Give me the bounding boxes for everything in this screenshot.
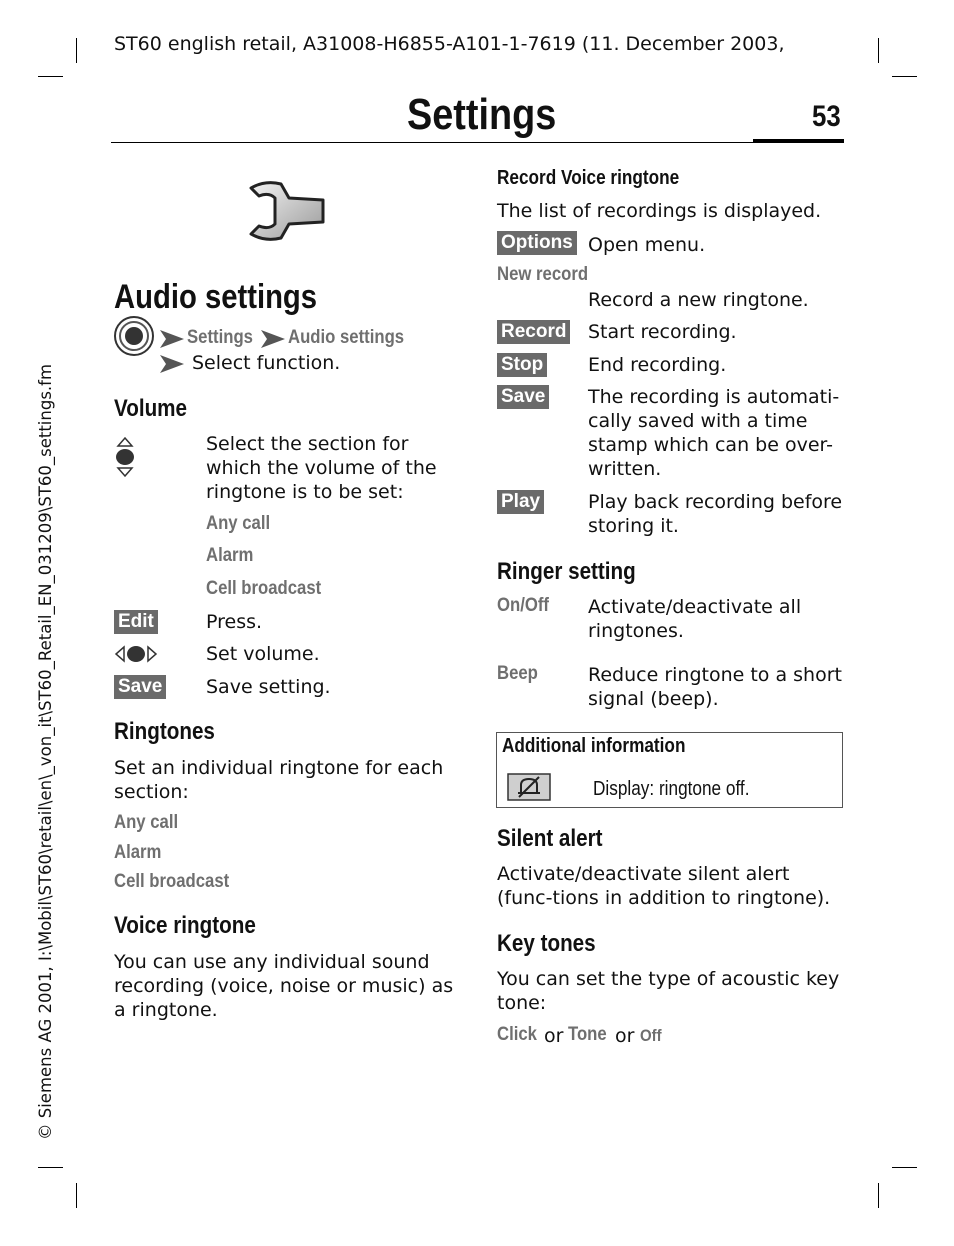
onoff-item: On/Off xyxy=(497,595,550,616)
silent-alert-heading: Silent alert xyxy=(497,825,603,852)
save-softkey: Save xyxy=(114,675,166,699)
record-description: Start recording. xyxy=(588,321,737,343)
nav-item-settings: Settings xyxy=(187,327,253,348)
ringer-heading: Ringer setting xyxy=(497,558,636,585)
play-softkey: Play xyxy=(497,490,544,514)
edit-description: Press. xyxy=(206,611,263,633)
additional-info-title: Additional information xyxy=(502,735,686,757)
beep-item: Beep xyxy=(497,663,538,684)
key-tones-description: You can set the type of acoustic key tone: xyxy=(497,968,840,1014)
options-softkey: Options xyxy=(497,231,577,255)
ringtones-option: Alarm xyxy=(114,842,162,863)
crop-mark xyxy=(892,1167,917,1168)
crop-mark xyxy=(76,1183,77,1208)
doc-info: ST60 english retail, A31008-H6855-A101-1-7619 (11. December 2003, xyxy=(114,33,785,55)
off-option: Off xyxy=(640,1026,662,1045)
ringtones-heading: Ringtones xyxy=(114,718,215,745)
new-record-description: Record a new ringtone. xyxy=(588,289,809,311)
onoff-description: Activate/deactivate all ringtones. xyxy=(588,596,802,642)
click-option: Click xyxy=(497,1024,537,1045)
or-text: or xyxy=(615,1025,635,1047)
arrow-icon xyxy=(160,355,184,377)
edit-softkey: Edit xyxy=(114,610,158,634)
voice-ringtone-description: You can use any individual sound recording (voice, noise or music) as a ringtone. xyxy=(114,951,454,1021)
or-text: or xyxy=(544,1025,564,1047)
beep-description: Reduce ringtone to a short signal (beep). xyxy=(588,664,842,710)
side-note: © Siemens AG 2001, I:\Mobil\ST60\retail\en\_von_it\ST60_Retail_EN_031209\ST60_settings.fm xyxy=(36,363,55,1140)
ringtones-description: Set an individual ringtone for each section: xyxy=(114,757,444,803)
voice-ringtone-heading: Voice ringtone xyxy=(114,912,256,939)
volume-heading: Volume xyxy=(114,395,188,422)
options-description: Open menu. xyxy=(588,234,706,256)
record-softkey: Record xyxy=(497,320,570,344)
silent-alert-description: Activate/deactivate silent alert (func-tions in addition to ringtone). xyxy=(497,863,831,909)
page-title: Settings xyxy=(407,90,557,139)
volume-option: Any call xyxy=(206,513,271,534)
header-rule xyxy=(111,142,844,143)
ringtones-option: Any call xyxy=(114,812,179,833)
additional-info-text: Display: ringtone off. xyxy=(593,778,750,800)
volume-option: Cell broadcast xyxy=(206,578,322,599)
arrow-icon xyxy=(261,330,285,352)
new-record-item: New record xyxy=(497,264,589,285)
crop-mark xyxy=(878,38,879,63)
crop-mark xyxy=(878,1183,879,1208)
stop-description: End recording. xyxy=(588,354,727,376)
volume-description: Select the section for which the volume of the ringtone is to be set: xyxy=(206,433,437,503)
section-title: Audio settings xyxy=(114,278,318,316)
left-right-nav-icon xyxy=(114,644,158,668)
record-heading: Record Voice ringtone xyxy=(497,167,680,189)
ringtones-option: Cell broadcast xyxy=(114,871,230,892)
crop-mark xyxy=(38,1167,63,1168)
crop-mark xyxy=(76,38,77,63)
up-down-nav-icon xyxy=(114,436,136,482)
volume-option: Alarm xyxy=(206,545,254,566)
wrench-icon xyxy=(245,178,327,248)
nav-key-icon xyxy=(113,315,155,361)
save-recording-softkey: Save xyxy=(497,385,549,409)
record-intro: The list of recordings is displayed. xyxy=(497,200,822,222)
arrow-icon xyxy=(160,330,184,352)
page-number: 53 xyxy=(812,100,841,133)
save-recording-description: The recording is automati-cally saved with a time stamp which can be over-written. xyxy=(588,386,840,480)
ringtone-off-icon xyxy=(507,773,551,805)
tone-option: Tone xyxy=(568,1024,607,1045)
header-rule-thick xyxy=(753,139,844,143)
nav-item-audio-settings: Audio settings xyxy=(288,327,405,348)
play-description: Play back recording before storing it. xyxy=(588,491,843,537)
save-description: Save setting. xyxy=(206,676,331,698)
nav-instruction: Select function. xyxy=(192,352,341,374)
key-tones-heading: Key tones xyxy=(497,930,596,957)
set-volume-description: Set volume. xyxy=(206,643,320,665)
crop-mark xyxy=(38,76,63,77)
crop-mark xyxy=(892,76,917,77)
stop-softkey: Stop xyxy=(497,353,547,377)
